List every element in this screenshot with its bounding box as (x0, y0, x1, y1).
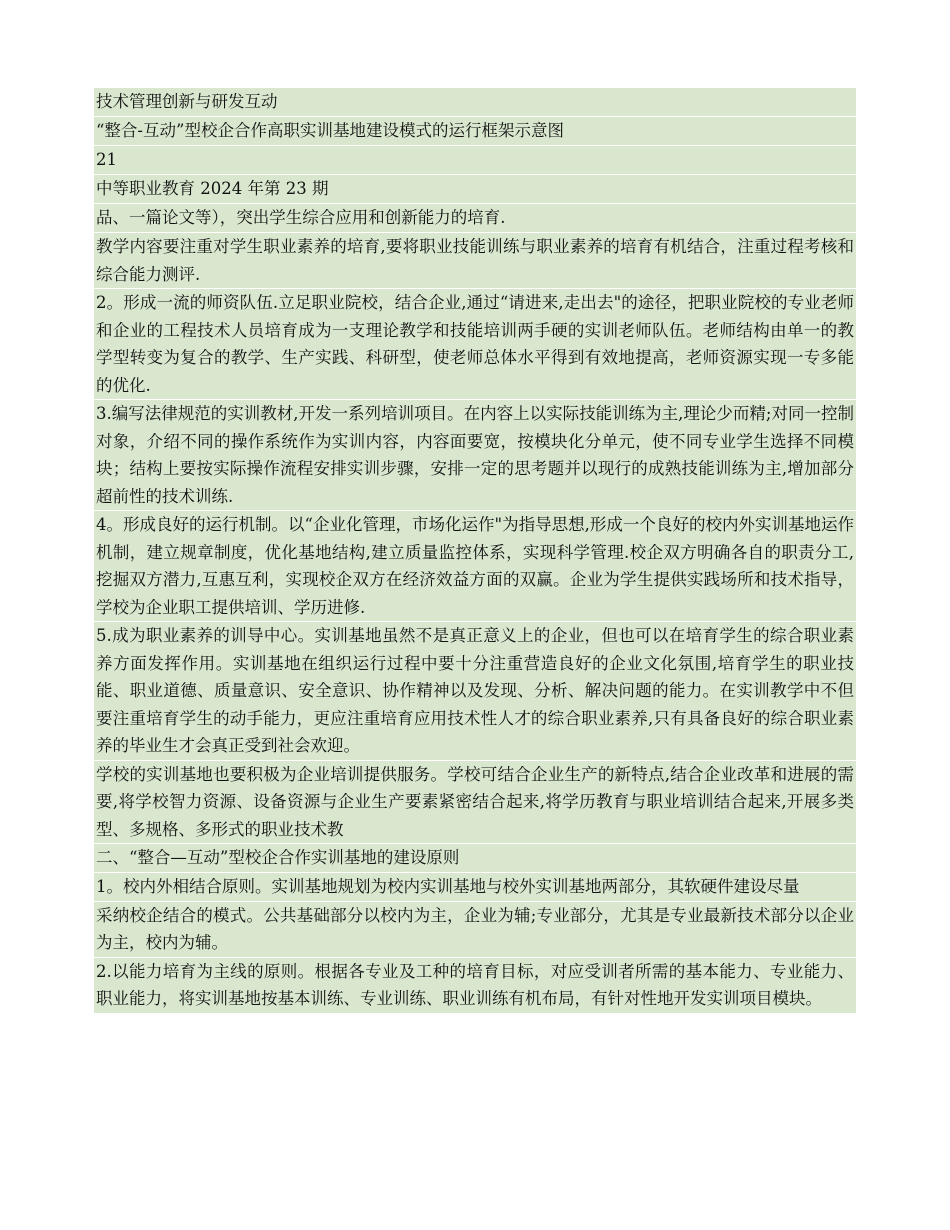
page-number: 21 (94, 146, 856, 175)
paragraph-teaching-content: 教学内容要注重对学生职业素养的培育,要将职业技能训练与职业素养的培育有机结合，注重过程考核和综合能力测评. (94, 233, 856, 289)
paragraph-point-2: 2。形成一流的师资队伍.立足职业院校，结合企业,通过“请进来,走出去"的途径，把职业院校的专业老师和企业的工程技术人员培育成为一支理论教学和技能培训两手硬的实训老师队伍。老师结构由单一的教学型转变为复合的教学、生产实践、科研型，使老师总体水平得到有效地提高，老师资源实现一专多能的优化. (94, 289, 856, 400)
paragraph-school-service: 学校的实训基地也要积极为企业培训提供服务。学校可结合企业生产的新特点,结合企业改革和进展的需要,将学校智力资源、设备资源与企业生产要素紧密结合起来,将学历教育与职业培训结合起来,开展多类型、多规格、多形式的职业技术教 (94, 761, 856, 845)
paragraph-point-5: 5.成为职业素养的训导中心。实训基地虽然不是真正意义上的企业，但也可以在培育学生的综合职业素养方面发挥作用。实训基地在组织运行过程中要十分注重营造良好的企业文化氛围,培育学生的职业技能、职业道德、质量意识、安全意识、协作精神以及发现、分析、解决问题的能力。在实训教学中不但要注重培育学生的动手能力，更应注重培育应用技术性人才的综合职业素养,只有具备良好的综合职业素养的毕业生才会真正受到社会欢迎。 (94, 622, 856, 761)
paragraph-point-4: 4。形成良好的运行机制。以“企业化管理，市场化运作"为指导思想,形成一个良好的校内外实训基地运作机制，建立规章制度，优化基地结构,建立质量监控体系，实现科学管理.校企双方明确各自的职责分工,挖掘双方潜力,互惠互利，实现校企双方在经济效益方面的双赢。企业为学生提供实践场所和技术指导，学校为企业职工提供培训、学历进修. (94, 511, 856, 622)
paragraph-continuation: 品、一篇论文等），突出学生综合应用和创新能力的培育. (94, 204, 856, 233)
figure-caption: “整合-互动”型校企合作高职实训基地建设模式的运行框架示意图 (94, 117, 856, 146)
paragraph-principle-1-continued: 采纳校企结合的模式。公共基础部分以校内为主，企业为辅;专业部分，尤其是专业最新技术部分以企业为主，校内为辅。 (94, 902, 856, 958)
journal-issue: 中等职业教育 2024 年第 23 期 (94, 175, 856, 204)
paragraph-principle-1: 1。校内外相结合原则。实训基地规划为校内实训基地与校外实训基地两部分，其软硬件建设尽量 (94, 873, 856, 902)
paragraph-principle-2: 2.以能力培育为主线的原则。根据各专业及工种的培育目标，对应受训者所需的基本能力、专业能力、职业能力，将实训基地按基本训练、专业训练、职业训练有机布局，有针对性地开发实训项目模块。 (94, 958, 856, 1014)
section-heading-principles: 二、“整合—互动”型校企合作实训基地的建设原则 (94, 844, 856, 873)
header-section-title: 技术管理创新与研发互动 (94, 88, 856, 117)
document-page (94, 88, 856, 1014)
paragraph-point-3: 3.编写法律规范的实训教材,开发一系列培训项目。在内容上以实际技能训练为主,理论少而精;对同一控制对象，介绍不同的操作系统作为实训内容，内容面要宽，按模块化分单元，使不同专业学生选择不同模块；结构上要按实际操作流程安排实训步骤，安排一定的思考题并以现行的成熟技能训练为主,增加部分超前性的技术训练. (94, 400, 856, 511)
